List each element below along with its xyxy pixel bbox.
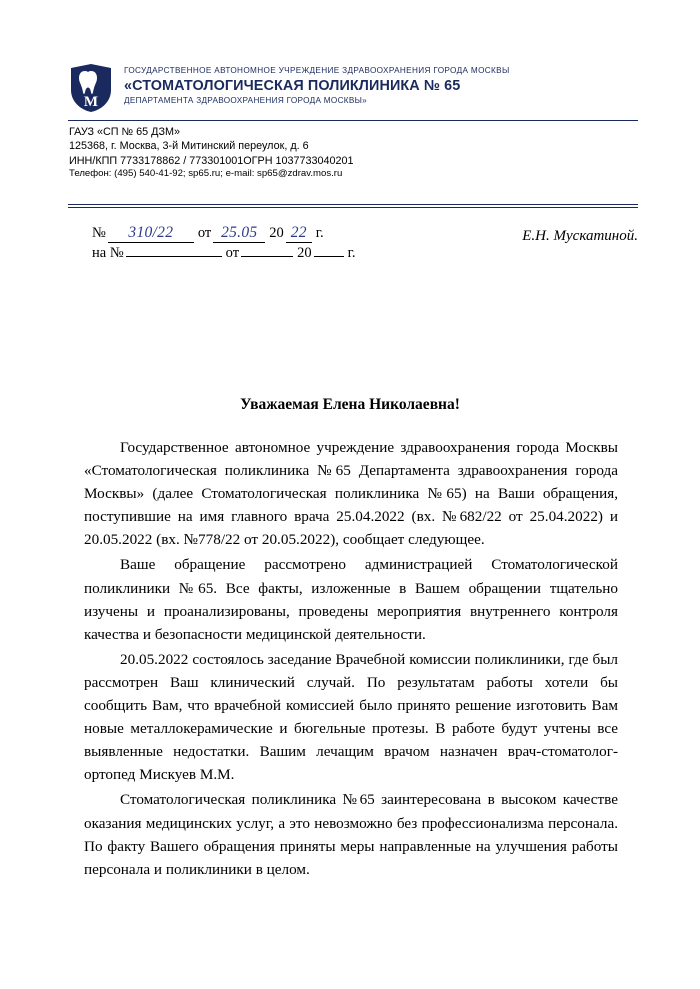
incoming-year-suffix: г. [347,245,356,261]
outgoing-date-label: от [197,225,212,241]
letterhead-titles [124,62,638,106]
addressee-name: Е.Н. Мускатиной. [522,228,638,244]
reference-block [92,224,392,266]
letterhead-divider [68,120,638,121]
outgoing-number-value: 310/22 [128,224,174,241]
letter-paragraph: 20.05.2022 состоялось заседание Врачебной комиссии поликлиники, где был рассмотрен Ваш клинический случай. По результатам работы хотели бы сообщить Вам, что врачебной комиссией было принято решение изготовить Вам новые металлокерамические и бюгельные протезы. В работе будут учтены все выявленные недостатки. Вашим лечащим врачом назначен врач-стоматолог-ортопед Мискуев М.М. [84,650,618,784]
org-address: 125368, г. Москва, 3-й Митинский переулок, д. 6 [69,140,309,153]
incoming-date-field [241,256,293,257]
salutation: Уважаемая Елена Николаевна! [240,396,460,413]
reference-row-outgoing [92,224,392,245]
letter-body [84,436,618,881]
reference-row-incoming [92,245,392,266]
letterhead [68,62,638,180]
letter-paragraph: Стоматологическая поликлиника №65 заинтересована в высоком качестве оказания медицинских услуг, а это невозможно без профессионализма персонала. По факту Вашего обращения приняты меры направленные на улучшения работы персонала и поликлиники в целом. [84,791,618,878]
outgoing-number-label: № [92,225,106,241]
svg-text:М: М [83,94,99,110]
org-phone-email: Телефон: (495) 540-41-92; sp65.ru; e-mail: sp65@zdrav.mos.ru [69,167,343,179]
outgoing-year-suffix: г. [315,225,324,241]
incoming-number-label: на № [92,245,124,261]
outgoing-date-value: 25.05 [221,224,258,241]
org-contact-details [68,125,638,180]
outgoing-year-field [286,224,312,243]
letter-paragraph: Государственное автономное учреждение здравоохранения города Москвы «Стоматологическая поликлиника №65 Департамента здравоохранения города Москвы» (далее Стоматологическая поликлиника №65) на Ваши обращения, поступившие на имя главного врача 25.04.2022 (вх. №682/22 от 25.04.2022) и 20.05.2022 (вх. №778/22 от 20.05.2022), сообщает следующее. [84,439,618,549]
org-line-3: ДЕПАРТАМЕНТА ЗДРАВООХРАНЕНИЯ ГОРОДА МОСКВЫ» [124,95,368,105]
clinic-logo-icon [68,62,114,114]
letter-paragraph: Ваше обращение рассмотрено администрацией Стоматологической поликлиники №65. Все факты, изложенные в Вашем обращении тщательно изучены и проанализированы, проведены мероприятия внутреннего контроля качества и безопасности медицинской деятельности. [84,556,618,643]
incoming-year-field [314,256,344,257]
letterhead-header [68,62,638,114]
org-line-2: «СТОМАТОЛОГИЧЕСКАЯ ПОЛИКЛИНИКА № 65 [124,77,461,94]
outgoing-number-field [108,224,194,243]
org-line-1: ГОСУДАРСТВЕННОЕ АВТОНОМНОЕ УЧРЕЖДЕНИЕ ЗДРАВООХРАНЕНИЯ ГОРОДА МОСКВЫ [124,66,510,75]
header-rule [68,204,638,208]
org-short-name: ГАУЗ «СП № 65 ДЗМ» [69,126,180,138]
outgoing-year-prefix: 20 [269,225,284,241]
incoming-year-prefix: 20 [297,245,312,261]
outgoing-year-value: 22 [290,224,307,241]
org-inn-kpp: ИНН/КПП 7733178862 / 773301001ОГРН 1037733040201 [69,154,354,167]
incoming-number-field [126,256,222,257]
incoming-date-label: от [225,245,240,261]
outgoing-date-field [213,224,265,243]
